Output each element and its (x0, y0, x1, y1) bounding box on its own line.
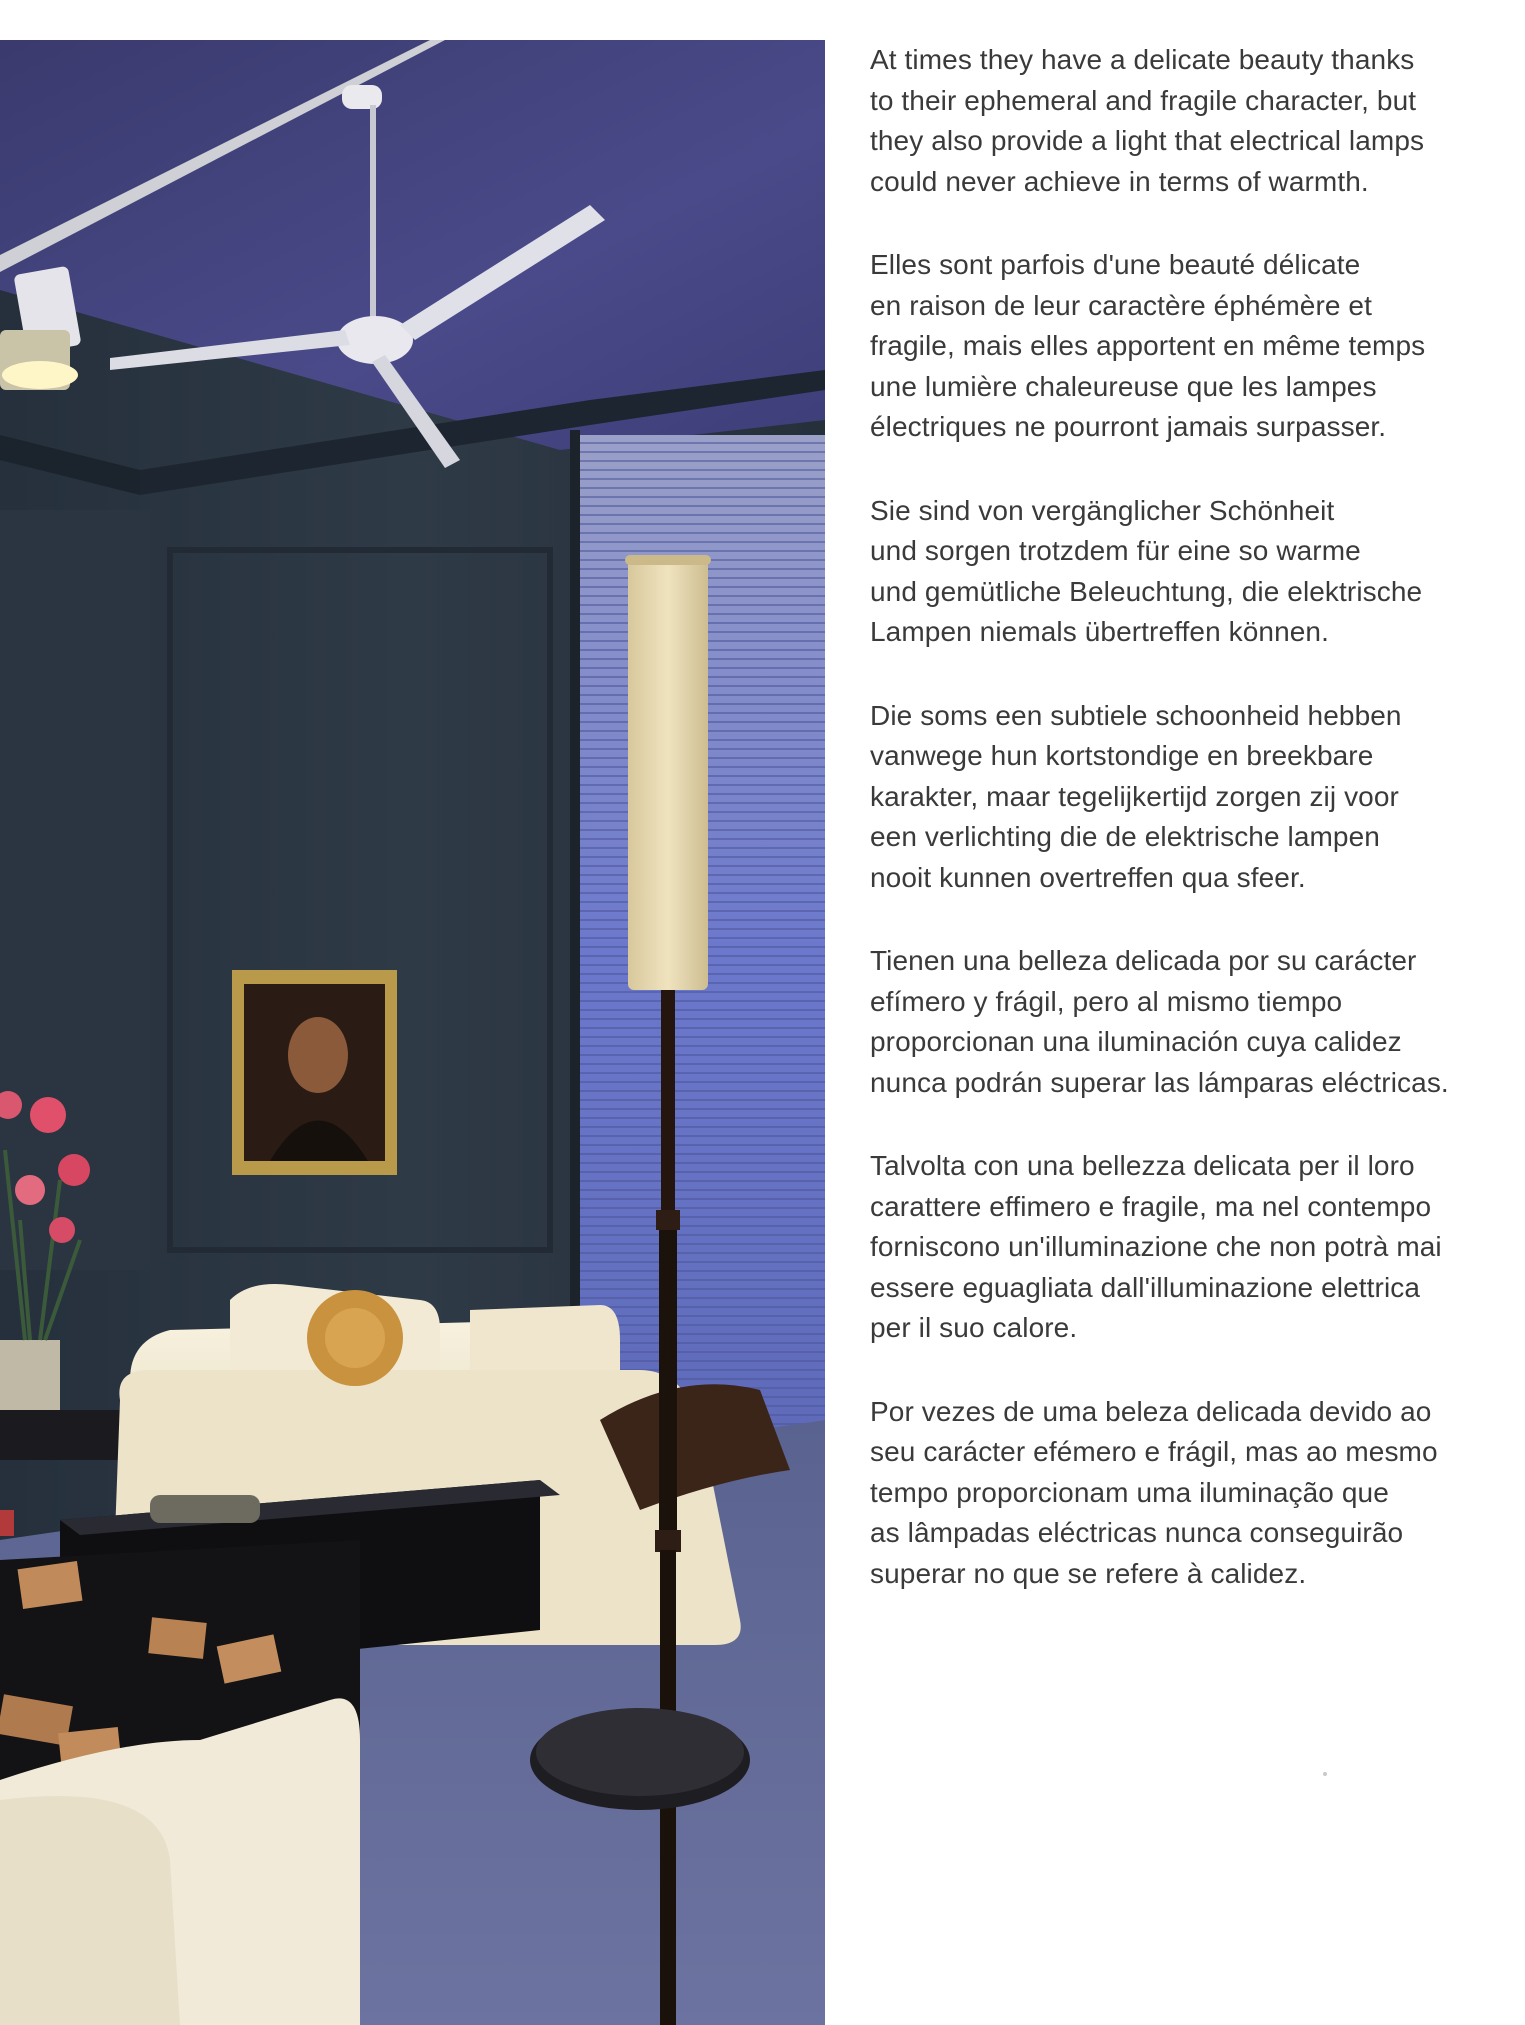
paragraph-english: At times they have a delicate beauty thanks to their ephemeral and fragile character, but they also provide a light that electrical lamps could never achieve in terms of warmth. (870, 44, 1425, 197)
paragraph-german: Sie sind von vergänglicher Schönheit und sorgen trotzdem für eine so warme und gemütliche Beleuchtung, die elektrische Lampen niemals übertreffen können. (870, 494, 1423, 647)
paragraph-dutch: Die soms een subtiele schoonheid hebben vanwege hun kortstondige en breekbare karakter, maar tegelijkertijd zorgen zij voor een verlichting die de elektrische lampen nooit kunnen overtreffen qua sfeer. (870, 699, 1402, 893)
print-speck (1323, 1772, 1327, 1776)
paragraph-italian: Talvolta con una bellezza delicata per il loro carattere effimero e fragile, ma nel contempo forniscono un'illuminazione che non potrà mai essere eguagliata dall'illuminazione elettrica per il suo calore. (870, 1150, 1442, 1343)
paragraph-french: Elles sont parfois d'une beauté délicate en raison de leur caractère éphémère et fragile, mais elles apportent en même temps une lumière chaleureuse que les lampes électriques ne pourront jamais surpasser. (870, 249, 1426, 442)
multilingual-text-column (870, 40, 1495, 1637)
interior-photo (0, 40, 825, 2025)
paragraph-portuguese: Por vezes de uma beleza delicada devido ao seu carácter efémero e frágil, mas ao mesmo tempo proporcionam uma iluminação que as lâmpadas eléctricas nunca conseguirão superar no que se refere à calidez. (870, 1395, 1438, 1589)
interior-photo-illustration (0, 40, 825, 2025)
paragraph-spanish: Tienen una belleza delicada por su carácter efímero y frágil, pero al mismo tiempo proporcionan una iluminación cuya calidez nunca podrán superar las lámparas eléctricas. (870, 945, 1449, 1098)
portrait-frame (232, 970, 397, 1175)
